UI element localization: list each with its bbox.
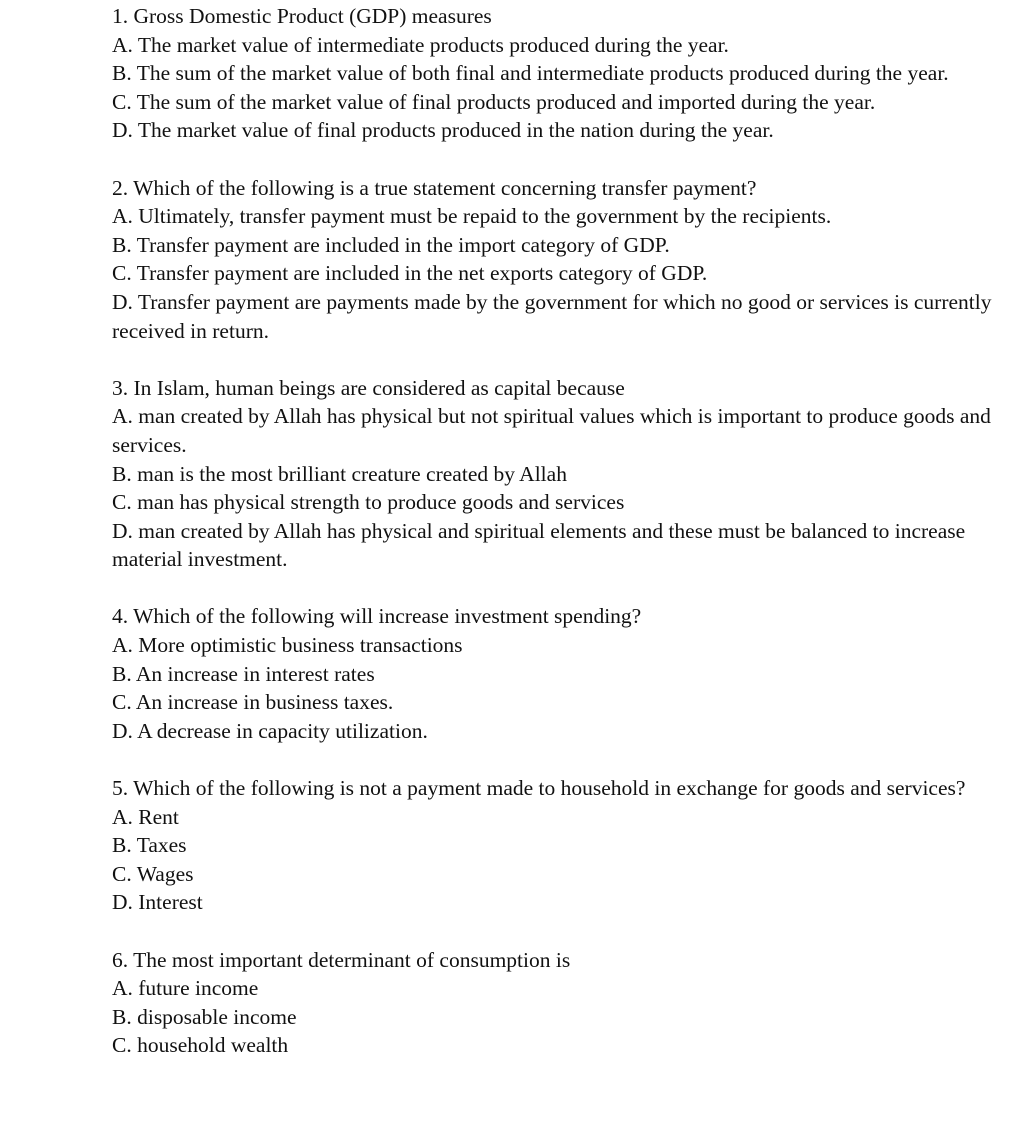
- question-stem: 3. In Islam, human beings are considered as capital because: [112, 375, 625, 400]
- answer-option: A. More optimistic business transactions: [112, 633, 463, 658]
- answer-option: A. Ultimately, transfer payment must be repaid to the government by the recipients.: [112, 204, 832, 229]
- answer-option: C. Wages: [112, 861, 194, 886]
- question-1: [112, 2, 1026, 145]
- answer-option: D. Transfer payment are payments made by the government for which no good or services is currently received in return.: [112, 289, 992, 343]
- question-5: [112, 774, 1026, 917]
- answer-option: D. Interest: [112, 890, 203, 915]
- answer-option: B. The sum of the market value of both final and intermediate products produced during the year.: [112, 61, 949, 86]
- answer-option: D. man created by Allah has physical and spiritual elements and these must be balanced to increase material investment.: [112, 518, 966, 572]
- question-4: [112, 602, 1026, 745]
- question-stem: 1. Gross Domestic Product (GDP) measures: [112, 4, 492, 28]
- question-3: [112, 374, 1026, 574]
- question-stem: 2. Which of the following is a true statement concerning transfer payment?: [112, 175, 757, 200]
- question-2: [112, 174, 1026, 346]
- question-stem: 4. Which of the following will increase investment spending?: [112, 604, 642, 629]
- answer-option: C. man has physical strength to produce goods and services: [112, 490, 625, 515]
- question-6: [112, 946, 1026, 1060]
- answer-option: A. future income: [112, 976, 259, 1001]
- answer-option: C. An increase in business taxes.: [112, 690, 394, 715]
- answer-option: D. The market value of final products produced in the nation during the year.: [112, 118, 774, 143]
- answer-option: A. Rent: [112, 804, 179, 829]
- answer-option: A. man created by Allah has physical but not spiritual values which is important to produce goods and services.: [112, 404, 991, 457]
- question-stem: 5. Which of the following is not a payment made to household in exchange for goods and services?: [112, 776, 966, 801]
- question-stem: 6. The most important determinant of consumption is: [112, 947, 571, 972]
- answer-option: B. An increase in interest rates: [112, 661, 375, 686]
- answer-option: C. The sum of the market value of final products produced and imported during the year.: [112, 89, 876, 114]
- answer-option: B. Transfer payment are included in the import category of GDP.: [112, 232, 670, 257]
- answer-option: C. household wealth: [112, 1033, 289, 1058]
- answer-option: B. disposable income: [112, 1004, 297, 1029]
- answer-option: D. A decrease in capacity utilization.: [112, 718, 428, 743]
- answer-option: B. man is the most brilliant creature created by Allah: [112, 461, 567, 486]
- answer-option: C. Transfer payment are included in the net exports category of GDP.: [112, 261, 708, 286]
- answer-option: B. Taxes: [112, 833, 187, 858]
- answer-option: A. The market value of intermediate products produced during the year.: [112, 32, 729, 57]
